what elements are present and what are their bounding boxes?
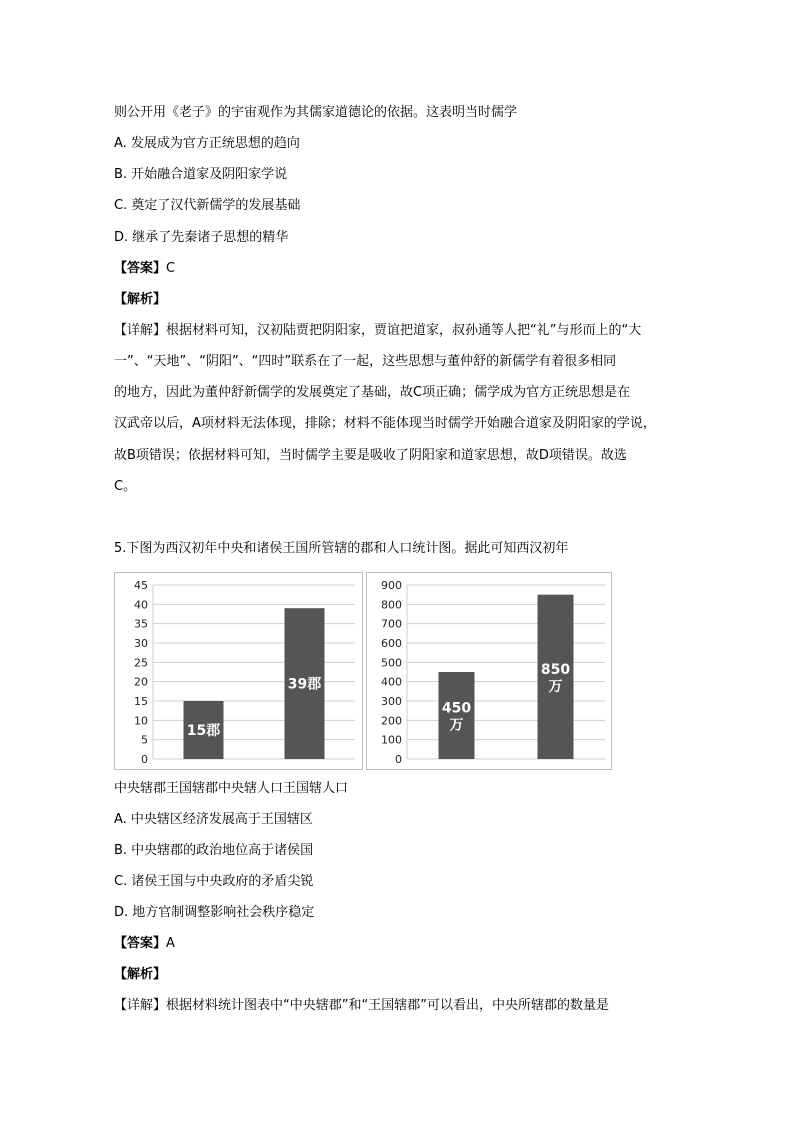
detail-line: 【详解】根据材料可知，汉初陆贾把阴阳家，贾谊把道家，叔孙通等人把“礼”与形而上的“大 bbox=[114, 323, 642, 338]
y-tick-label: 20 bbox=[134, 675, 148, 689]
chart-commanderies bbox=[114, 572, 363, 770]
question-stem-tail: 则公开用《老子》的宇宙观作为其儒家道德论的依据。这表明当时儒学 bbox=[114, 105, 518, 120]
y-tick-label: 0 bbox=[141, 753, 148, 766]
answer-value: A bbox=[166, 936, 175, 951]
bar-data-label: 450 bbox=[441, 700, 472, 717]
bar-data-label: 万 bbox=[449, 717, 464, 734]
chart-population bbox=[366, 572, 612, 770]
answer-value: C bbox=[166, 261, 176, 276]
option-b: B. 开始融合道家及阴阳家学说 bbox=[114, 167, 288, 182]
analysis-label: 【解析】 bbox=[114, 967, 167, 982]
y-tick-label: 5 bbox=[141, 733, 148, 747]
y-tick-label: 300 bbox=[381, 695, 402, 708]
y-tick-label: 35 bbox=[134, 617, 148, 631]
y-tick-label: 100 bbox=[381, 733, 402, 747]
y-tick-label: 45 bbox=[134, 579, 148, 592]
y-tick-label: 0 bbox=[395, 753, 402, 766]
y-tick-label: 900 bbox=[381, 579, 402, 592]
bar-data-label: 850 bbox=[540, 661, 571, 678]
option-a: A. 发展成为官方正统思想的趋向 bbox=[114, 136, 300, 151]
answer-line bbox=[114, 259, 175, 279]
option-d: D. 地方官制调整影响社会秩序稳定 bbox=[114, 905, 315, 920]
detail-line: 汉武帝以后，A项材料无法体现，排除；材料不能体现当时儒学开始融合道家及阴阳家的学说， bbox=[114, 416, 656, 431]
option-c: C. 诸侯王国与中央政府的矛盾尖锐 bbox=[114, 874, 314, 889]
y-tick-label: 600 bbox=[381, 637, 402, 650]
answer-label: 【答案】 bbox=[114, 261, 167, 276]
analysis-label: 【解析】 bbox=[114, 292, 167, 307]
bar-data-label: 15郡 bbox=[186, 723, 221, 739]
option-c: C. 奠定了汉代新儒学的发展基础 bbox=[114, 198, 301, 213]
y-tick-label: 700 bbox=[381, 617, 402, 631]
detail-line: 故B项错误；依据材料可知，当时儒学主要是吸收了阴阳家和道家思想，故D项错误。故选 bbox=[114, 448, 627, 463]
bar-data-label: 39郡 bbox=[287, 676, 322, 693]
question5-stem: 5.下图为西汉初年中央和诸侯王国所管辖的郡和人口统计图。据此可知西汉初年 bbox=[114, 541, 569, 556]
y-tick-label: 800 bbox=[381, 598, 402, 612]
detail-line: 【详解】根据材料统计图表中“中央辖郡”和“王国辖郡”可以看出，中央所辖郡的数量是 bbox=[114, 998, 609, 1013]
detail-line: C。 bbox=[114, 479, 137, 494]
y-tick-label: 200 bbox=[381, 714, 402, 728]
answer-line bbox=[114, 934, 175, 954]
chart-commanderies-svg bbox=[115, 573, 362, 769]
answer-label: 【答案】 bbox=[114, 936, 167, 951]
y-tick-label: 10 bbox=[134, 714, 148, 728]
option-b: B. 中央辖郡的政治地位高于诸侯国 bbox=[114, 843, 314, 858]
chart-population-svg bbox=[367, 573, 611, 769]
chart-caption: 中央辖郡王国辖郡中央辖人口王国辖人口 bbox=[114, 781, 349, 796]
y-tick-label: 500 bbox=[381, 656, 402, 670]
option-a: A. 中央辖区经济发展高于王国辖区 bbox=[114, 812, 313, 827]
option-d: D. 继承了先秦诸子思想的精华 bbox=[114, 230, 289, 245]
bar-data-label: 万 bbox=[548, 678, 563, 695]
y-tick-label: 400 bbox=[381, 675, 402, 689]
detail-line: 的地方，因此为董仲舒新儒学的发展奠定了基础，故C项正确；儒学成为官方正统思想是在 bbox=[114, 385, 631, 400]
y-tick-label: 40 bbox=[134, 598, 148, 612]
y-tick-label: 30 bbox=[134, 637, 148, 650]
detail-line: 一”、“天地”、“阴阳”、“四时”联系在了一起，这些思想与董仲舒的新儒学有着很多相同 bbox=[114, 354, 617, 369]
y-tick-label: 25 bbox=[134, 656, 148, 670]
y-tick-label: 15 bbox=[134, 695, 148, 708]
